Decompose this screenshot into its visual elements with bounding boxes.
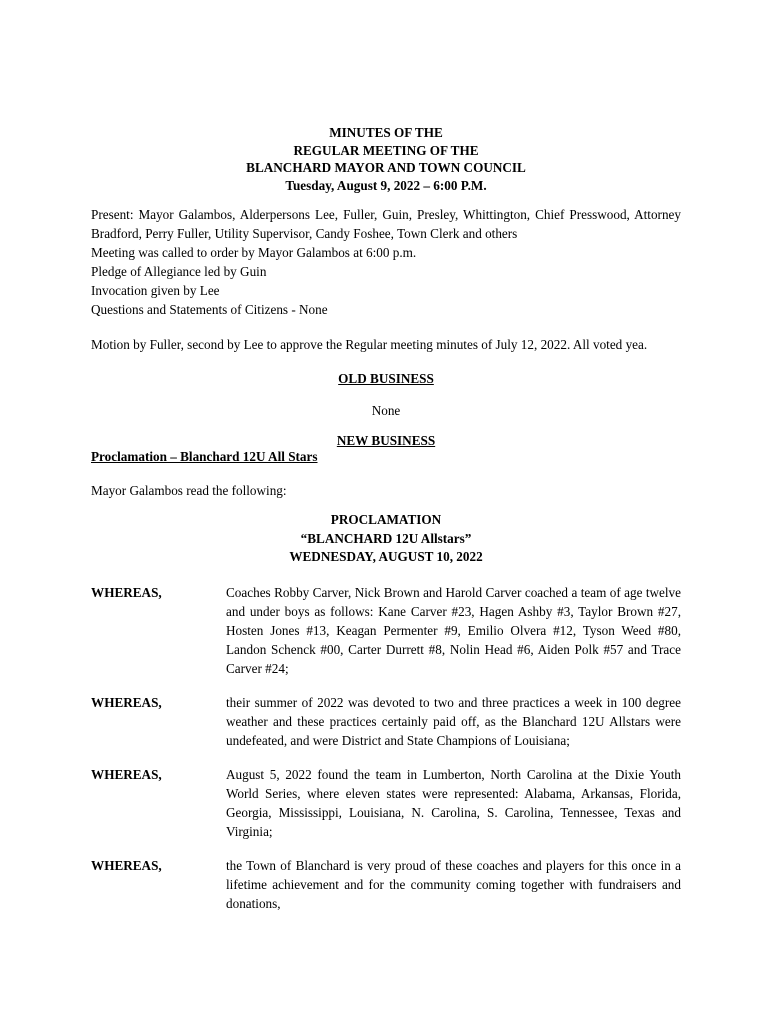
new-business-heading: NEW BUSINESS bbox=[336, 433, 436, 448]
whereas-label: WHEREAS, bbox=[91, 694, 162, 710]
whereas-text: their summer of 2022 was devoted to two and three practices a week in 100 degree weather and these practices certainly paid off, as the Blanchard 12U Allstars were undefeated, and were District and State Champions of Louisiana; bbox=[226, 694, 681, 748]
whereas-clause bbox=[91, 856, 681, 913]
whereas-clause bbox=[91, 583, 681, 678]
whereas-list bbox=[91, 583, 681, 913]
invocation: Invocation given by Lee bbox=[91, 283, 220, 298]
present-attendees: Present: Mayor Galambos, Alderpersons Lee, Fuller, Guin, Presley, Whittington, Chief Presswood, Attorney Bradford, Perry Fuller, Utility Supervisor, Candy Foshee, Town Clerk and others bbox=[91, 207, 681, 241]
motion-approve-minutes: Motion by Fuller, second by Lee to approve the Regular meeting minutes of July 12, 2022. All voted yea. bbox=[91, 337, 648, 352]
header-title: MINUTES OF THE bbox=[329, 125, 443, 140]
proclamation-title: PROCLAMATION bbox=[330, 512, 442, 527]
old-business-content: None bbox=[371, 403, 401, 418]
header-meeting-type: REGULAR MEETING OF THE bbox=[293, 142, 479, 158]
whereas-label: WHEREAS, bbox=[91, 766, 162, 782]
whereas-text: the Town of Blanchard is very proud of these coaches and players for this once in a lifetime achievement and for the community coming together with fundraisers and donations, bbox=[226, 857, 681, 911]
proclamation-heading bbox=[91, 511, 681, 567]
whereas-clause bbox=[91, 765, 681, 841]
whereas-label: WHEREAS, bbox=[91, 857, 162, 873]
call-to-order: Meeting was called to order by Mayor Galambos at 6:00 p.m. bbox=[91, 245, 417, 260]
old-business-heading: OLD BUSINESS bbox=[338, 371, 434, 386]
proclamation-subheading: Proclamation – Blanchard 12U All Stars bbox=[91, 449, 318, 464]
minutes-header bbox=[91, 124, 681, 194]
pledge-of-allegiance: Pledge of Allegiance led by Guin bbox=[91, 264, 267, 279]
citizen-statements: Questions and Statements of Citizens - None bbox=[91, 302, 328, 317]
proclamation-name: “BLANCHARD 12U Allstars” bbox=[300, 530, 472, 546]
whereas-clause bbox=[91, 693, 681, 750]
whereas-text: August 5, 2022 found the team in Lumberton, North Carolina at the Dixie Youth World Series, where eleven states were represented: Alabama, Arkansas, Florida, Georgia, Mississippi, Louisiana, N. Carolina, S. Carolina, Tennessee, Texas and Virginia; bbox=[226, 766, 681, 839]
header-council-name: BLANCHARD MAYOR AND TOWN COUNCIL bbox=[246, 160, 526, 175]
read-by-line: Mayor Galambos read the following: bbox=[91, 483, 287, 498]
whereas-label: WHEREAS, bbox=[91, 584, 162, 600]
header-date: Tuesday, August 9, 2022 – 6:00 P.M. bbox=[285, 177, 487, 193]
whereas-text: Coaches Robby Carver, Nick Brown and Harold Carver coached a team of age twelve and under boys as follows: Kane Carver #23, Hagen Ashby #3, Taylor Brown #27, Hosten Jones #13, Keagan Permenter #9, Emilio Olvera #12, Tyson Weed #80, Landon Schenck #00, Carter Durrett #8, Nolin Head #6, Aiden Polk #57 and Trace Carver #24; bbox=[226, 584, 681, 676]
proclamation-date: WEDNESDAY, AUGUST 10, 2022 bbox=[289, 549, 483, 564]
